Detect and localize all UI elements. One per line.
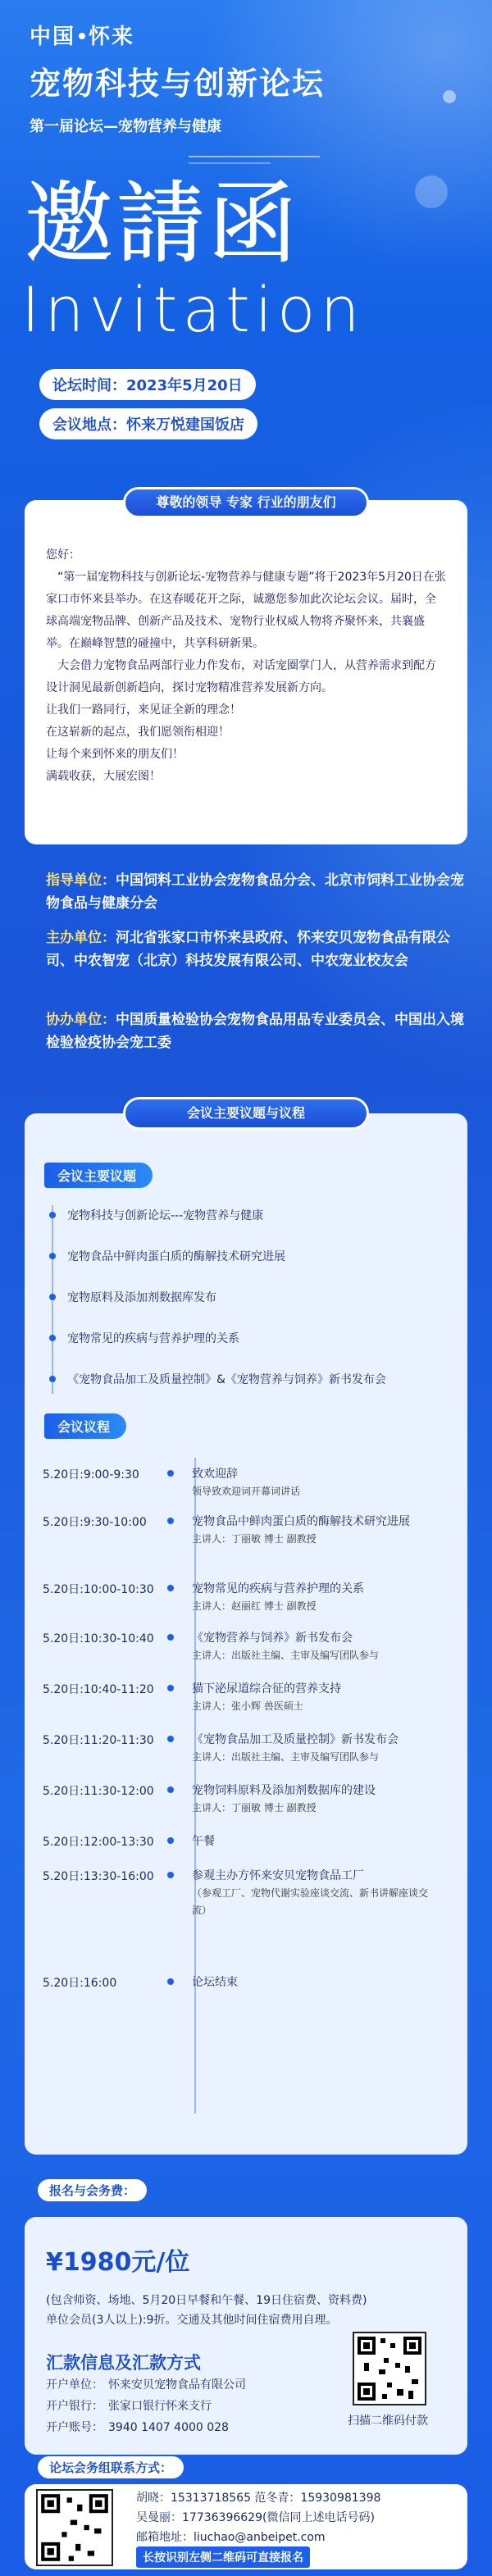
agenda-card bbox=[25, 1113, 467, 2155]
schedule-time: 5.20日:13:30-16:00 bbox=[43, 1870, 154, 1883]
schedule-title: 《宠物食品加工及质量控制》新书发布会 bbox=[192, 1733, 399, 1746]
qr-code-icon bbox=[38, 2491, 112, 2565]
topic-item: 宠物原料及添加剂数据库发布 bbox=[67, 1289, 216, 1305]
forum-place-value: 怀来万悦建国饭店 bbox=[126, 416, 244, 434]
schedule-title: 猫下泌尿道综合征的营养支持 bbox=[192, 1682, 341, 1695]
account-no: 3940 1407 4000 028 bbox=[108, 2421, 229, 2434]
schedule-badge: 会议议程 bbox=[44, 1413, 126, 1439]
fee-note bbox=[46, 2291, 446, 2330]
host-unit-value: 河北省张家口市怀来县政府、怀来安贝宠物食品有限公司、中农智宠（北京）科技发展有限公司、中农宠业校友会 bbox=[46, 930, 450, 969]
schedule-time: 5.20日:11:20-11:30 bbox=[43, 1734, 154, 1747]
agenda-tab: 会议主要议题与议程 bbox=[123, 1097, 369, 1130]
forum-place-label: 会议地点： bbox=[52, 416, 126, 434]
forum-place bbox=[39, 408, 257, 439]
schedule-time: 5.20日:11:30-12:00 bbox=[43, 1785, 154, 1798]
schedule-note: 主讲人：张小辉 兽医硕士 bbox=[192, 1700, 303, 1712]
account-no-label: 开户账号： bbox=[46, 2421, 103, 2434]
schedule-note: 主讲人：赵丽红 博士 副教授 bbox=[192, 1600, 317, 1612]
schedule-title: 午餐 bbox=[192, 1835, 215, 1848]
separator-dot bbox=[79, 33, 85, 39]
topic-item: 宠物科技与创新论坛---宠物营养与健康 bbox=[67, 1207, 263, 1223]
header bbox=[30, 20, 472, 136]
forum-time bbox=[39, 369, 256, 400]
letter-paragraph: 大会借力宠物食品两部行业力作发布，对话宠圈掌门人，从营养需求到配方设计洞见最新创新趋向，探讨宠物精准营养发展新方向。 bbox=[46, 659, 436, 694]
schedule-title: 宠物常见的疾病与营养护理的关系 bbox=[192, 1582, 364, 1595]
decor-line bbox=[189, 156, 320, 157]
schedule-note: （参观工厂、宠物代谢实验座谈交流、新书讲解座谈交流） bbox=[192, 1887, 429, 1916]
topic-item: 宠物食品中鲜肉蛋白质的酶解技术研究进展 bbox=[67, 1248, 285, 1264]
schedule-title: 宠物食品中鲜肉蛋白质的酶解技术研究进展 bbox=[192, 1515, 410, 1528]
letter-paragraph: 满载收获，大展宏图！ bbox=[46, 770, 161, 783]
schedule-time: 5.20日:9:00-9:30 bbox=[43, 1468, 139, 1481]
schedule-title: 《宠物营养与饲养》新书发布会 bbox=[192, 1632, 353, 1645]
decor-line bbox=[189, 162, 271, 164]
letter-paragraph: 让我们一路同行，来见证全新的理念！ bbox=[46, 703, 241, 717]
schedule-note: 主讲人：出版社主编、主审及编写团队参与 bbox=[192, 1650, 380, 1661]
schedule-note: 主讲人：出版社主编、主审及编写团队参与 bbox=[192, 1751, 380, 1763]
schedule-time: 5.20日:10:00-10:30 bbox=[43, 1583, 154, 1596]
topic-item: 《宠物食品加工及质量控制》&《宠物营养与饲养》新书发布会 bbox=[67, 1371, 386, 1387]
topic-item: 宠物常见的疾病与营养护理的关系 bbox=[67, 1330, 239, 1346]
account-name: 怀来安贝宠物食品有限公司 bbox=[108, 2378, 246, 2392]
decor-dot bbox=[415, 175, 448, 208]
letter-paragraph: 在这崭新的起点，我们愿领衔相迎！ bbox=[46, 726, 230, 739]
account-name-label: 开户单位： bbox=[46, 2378, 103, 2392]
schedule-time: 5.20日:10:30-10:40 bbox=[43, 1632, 154, 1645]
schedule-title: 参观主办方怀来安贝宠物食品工厂 bbox=[192, 1869, 364, 1882]
event-title: 宠物科技与创新论坛 bbox=[30, 66, 326, 102]
remit-title: 汇款信息及汇款方式 bbox=[46, 2353, 201, 2373]
contact-card bbox=[25, 2484, 467, 2569]
fee-discount: 单位会员(3人以上):9折。交通及其他时间住宿费用自理。 bbox=[46, 2314, 338, 2327]
schedule-note: 主讲人：丁丽敏 博士 副教授 bbox=[192, 1533, 317, 1545]
schedule-note: 主讲人：丁丽敏 博士 副教授 bbox=[192, 1802, 317, 1814]
letter-tab: 尊敬的领导 专家 行业的朋友们 bbox=[123, 487, 369, 518]
host-unit bbox=[46, 926, 472, 972]
qr-code-icon bbox=[354, 2333, 425, 2404]
payment-qr-code[interactable] bbox=[353, 2332, 426, 2405]
scan-to-register-note: 长按识别左侧二维码可直接报名 bbox=[136, 2546, 310, 2568]
event-subtitle: 第一届论坛—宠物营养与健康 bbox=[30, 118, 221, 135]
forum-time-value: 2023年5月20日 bbox=[126, 377, 243, 394]
topics-badge: 会议主要议题 bbox=[44, 1163, 153, 1188]
schedule-time: 5.20日:10:40-11:20 bbox=[43, 1683, 154, 1696]
guide-unit-value: 中国饲料工业协会宠物食品分会、北京市饲料工业协会宠物食品与健康分会 bbox=[46, 872, 464, 912]
registration-qr-code[interactable] bbox=[36, 2489, 113, 2566]
header-location bbox=[30, 20, 472, 50]
price: ¥1980元/位 bbox=[46, 2248, 190, 2277]
letter-paragraph: 让每个来到怀来的朋友们！ bbox=[46, 748, 184, 761]
host-unit-label: 主办单位： bbox=[46, 930, 116, 946]
co-organizer-label: 协办单位： bbox=[46, 1012, 116, 1028]
schedule-time: 5.20日:12:00-13:30 bbox=[43, 1836, 154, 1849]
contact-email: 邮箱地址：liuchao@anbeipet.com bbox=[136, 2531, 326, 2544]
invitation-title-en: Invitation bbox=[21, 273, 365, 346]
co-organizer-unit bbox=[46, 1008, 472, 1054]
forum-time-label: 论坛时间： bbox=[52, 377, 126, 394]
contact-label: 论坛会务组联系方式： bbox=[38, 2456, 184, 2478]
letter-paragraph: “第一届宠物科技与创新论坛-宠物营养与健康专题”将于2023年5月20日在张家口市怀来县举办。在这春暖花开之际，诚邀您参加此次论坛会议。届时，全球高端宠物品牌、创新产品及技术、宠物行业权威人物将齐聚怀来，共襄盛举。在巅峰智慧的碰撞中，共享科研新果。 bbox=[46, 571, 446, 650]
fee-includes: (包含师资、场地、5月20日早餐和午餐、19日住宿费、资料费) bbox=[46, 2294, 367, 2307]
schedule-note: 领导致欢迎词开幕词讲话 bbox=[192, 1486, 301, 1497]
schedule-time: 5.20日:9:30-10:00 bbox=[43, 1516, 147, 1529]
schedule-title: 论坛结束 bbox=[192, 1976, 238, 1989]
fee-card bbox=[25, 2217, 467, 2455]
co-organizer-value: 中国质量检验协会宠物食品用品专业委员会、中国出入境检验检疫协会宠工委 bbox=[46, 1012, 464, 1051]
location-country: 中国 bbox=[30, 25, 76, 49]
invitation-letter-card bbox=[25, 500, 467, 844]
invitation-title-cn: 邀請函 bbox=[25, 173, 301, 275]
contact-phones: 胡晓：15313718565 范冬青：15930981398 bbox=[136, 2492, 381, 2505]
letter-greeting: 您好： bbox=[46, 548, 80, 562]
schedule-title: 宠物饲料原料及添加剂数据库的建设 bbox=[192, 1784, 376, 1797]
location-county: 怀来 bbox=[89, 25, 135, 49]
fee-label: 报名与会务费： bbox=[38, 2179, 147, 2201]
contact-wechat: 吴曼丽：17736396629(微信同上述电话号码) bbox=[136, 2511, 375, 2524]
guide-unit bbox=[46, 869, 472, 915]
schedule-time: 5.20日:16:00 bbox=[43, 1977, 117, 1990]
qr-caption: 扫描二维码付款 bbox=[348, 2414, 428, 2428]
schedule-title: 致欢迎辞 bbox=[192, 1468, 238, 1481]
bank-name: 张家口银行怀来支行 bbox=[108, 2400, 212, 2413]
bank-label: 开户银行： bbox=[46, 2400, 103, 2413]
guide-unit-label: 指导单位： bbox=[46, 872, 116, 889]
